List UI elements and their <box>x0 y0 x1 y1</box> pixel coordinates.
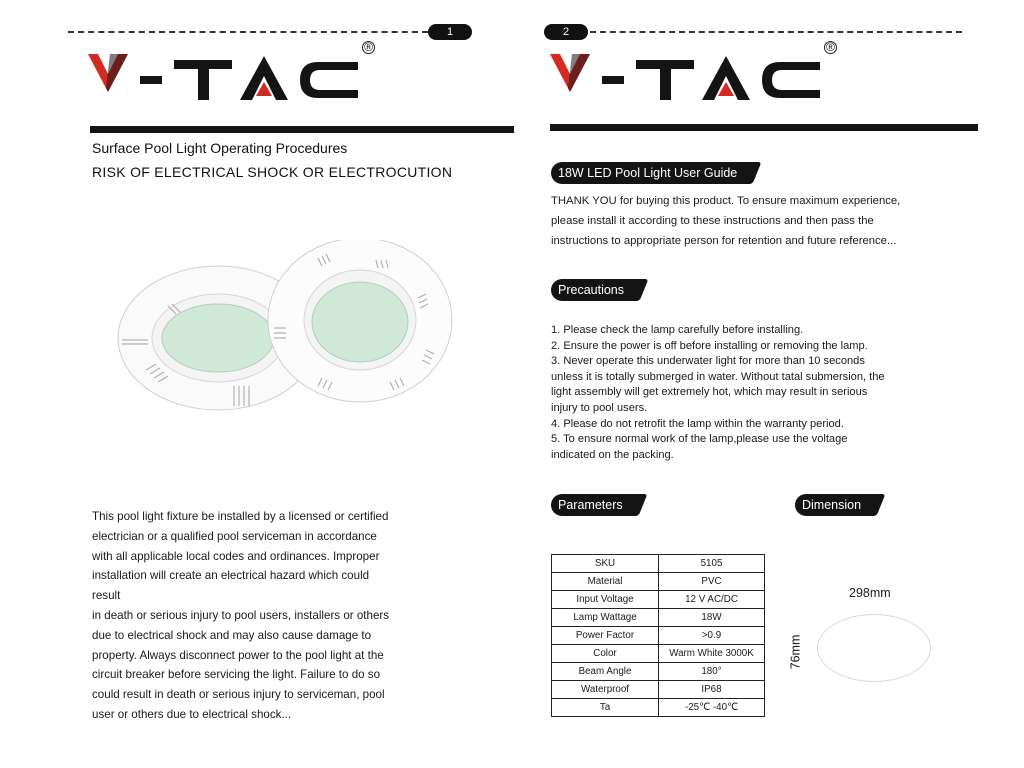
registered-mark: ® <box>824 41 837 54</box>
param-key: Material <box>552 573 659 591</box>
precaution-line: 1. Please check the lamp carefully before installing. <box>551 324 804 336</box>
precaution-line: 2. Ensure the power is off before installing or removing the lamp. <box>551 339 868 352</box>
precaution-line: 4. Please do not retrofit the lamp within the warranty period. <box>551 417 844 430</box>
warning-heading: RISK OF ELECTRICAL SHOCK OR ELECTROCUTION <box>92 164 453 180</box>
precautions-list <box>551 323 931 463</box>
installation-warning-text <box>92 507 412 725</box>
precaution-line: injury to pool users. <box>551 401 648 414</box>
param-key: Input Voltage <box>552 591 659 609</box>
precaution-line: indicated on the packing. <box>551 448 674 461</box>
body-line: property. Always disconnect power to the pool light at the <box>92 648 384 662</box>
param-value: Warm White 3000K <box>659 645 765 663</box>
param-key: Power Factor <box>552 627 659 645</box>
page-title: Surface Pool Light Operating Procedures <box>92 140 348 156</box>
dimension-height-label: 76mm <box>788 634 803 670</box>
table-row <box>552 627 765 645</box>
right-page <box>512 0 1024 768</box>
param-key: Waterproof <box>552 681 659 699</box>
precaution-line: 5. To ensure normal work of the lamp,please use the voltage <box>551 433 848 446</box>
intro-line: instructions to appropriate person for retention and future reference... <box>551 235 897 247</box>
parameters-table <box>551 554 765 717</box>
body-line: with all applicable local codes and ordinances. Improper <box>92 549 380 563</box>
param-key: Beam Angle <box>552 663 659 681</box>
body-line: electrician or a qualified pool serviceman in accordance <box>92 529 377 543</box>
intro-line: please install it according to these instructions and then pass the <box>551 215 874 227</box>
table-row <box>552 663 765 681</box>
table-row <box>552 681 765 699</box>
body-line: result <box>92 589 121 603</box>
param-key: Lamp Wattage <box>552 609 659 627</box>
parameters-pill: Parameters <box>551 494 637 516</box>
intro-text <box>551 191 951 251</box>
precaution-line: unless it is totally submerged in water. Without tatal submersion, the <box>551 370 885 383</box>
body-line: due to electrical shock and may also cause damage to <box>92 628 372 642</box>
body-line: user or others due to electrical shock... <box>92 707 292 721</box>
param-value: 18W <box>659 609 765 627</box>
brand-logo <box>88 52 368 104</box>
param-value: -25℃ -40℃ <box>659 699 765 717</box>
param-value: IP68 <box>659 681 765 699</box>
top-dashed-rule <box>68 31 428 33</box>
body-line: circuit breaker before servicing the light. Failure to do so <box>92 668 381 682</box>
lens-back <box>162 304 274 372</box>
param-value: 12 V AC/DC <box>659 591 765 609</box>
page-number-badge: 2 <box>544 24 588 40</box>
pool-light-illustration <box>108 240 458 430</box>
table-row <box>552 555 765 573</box>
table-row <box>552 591 765 609</box>
guide-title-pill: 18W LED Pool Light User Guide <box>551 162 751 184</box>
param-key: Color <box>552 645 659 663</box>
registered-mark: ® <box>362 41 375 54</box>
table-row <box>552 645 765 663</box>
dimension-outline-drawing <box>817 614 931 682</box>
precaution-line: light assembly will get extremely hot, which may result in serious <box>551 386 868 399</box>
lens-front <box>312 282 408 362</box>
param-key: SKU <box>552 555 659 573</box>
top-dashed-rule <box>590 31 962 33</box>
body-line: in death or serious injury to pool users, installers or others <box>92 608 390 622</box>
body-line: installation will create an electrical hazard which could <box>92 569 370 583</box>
table-row <box>552 609 765 627</box>
param-value: >0.9 <box>659 627 765 645</box>
param-value: PVC <box>659 573 765 591</box>
body-line: could result in death or serious injury to serviceman, pool <box>92 688 385 702</box>
header-rule <box>90 126 514 133</box>
table-row <box>552 699 765 717</box>
body-line: This pool light fixture be installed by a licensed or certified <box>92 510 389 523</box>
param-value: 180° <box>659 663 765 681</box>
dimension-pill: Dimension <box>795 494 875 516</box>
precaution-line: 3. Never operate this underwater light for more than 10 seconds <box>551 355 865 368</box>
param-value: 5105 <box>659 555 765 573</box>
dimension-width-label: 298mm <box>849 586 891 600</box>
header-rule <box>550 124 978 131</box>
param-key: Ta <box>552 699 659 717</box>
table-row <box>552 573 765 591</box>
precautions-pill: Precautions <box>551 279 638 301</box>
brand-logo <box>550 52 830 104</box>
intro-line: THANK YOU for buying this product. To ensure maximum experience, <box>551 195 901 207</box>
page-number-badge: 1 <box>428 24 472 40</box>
